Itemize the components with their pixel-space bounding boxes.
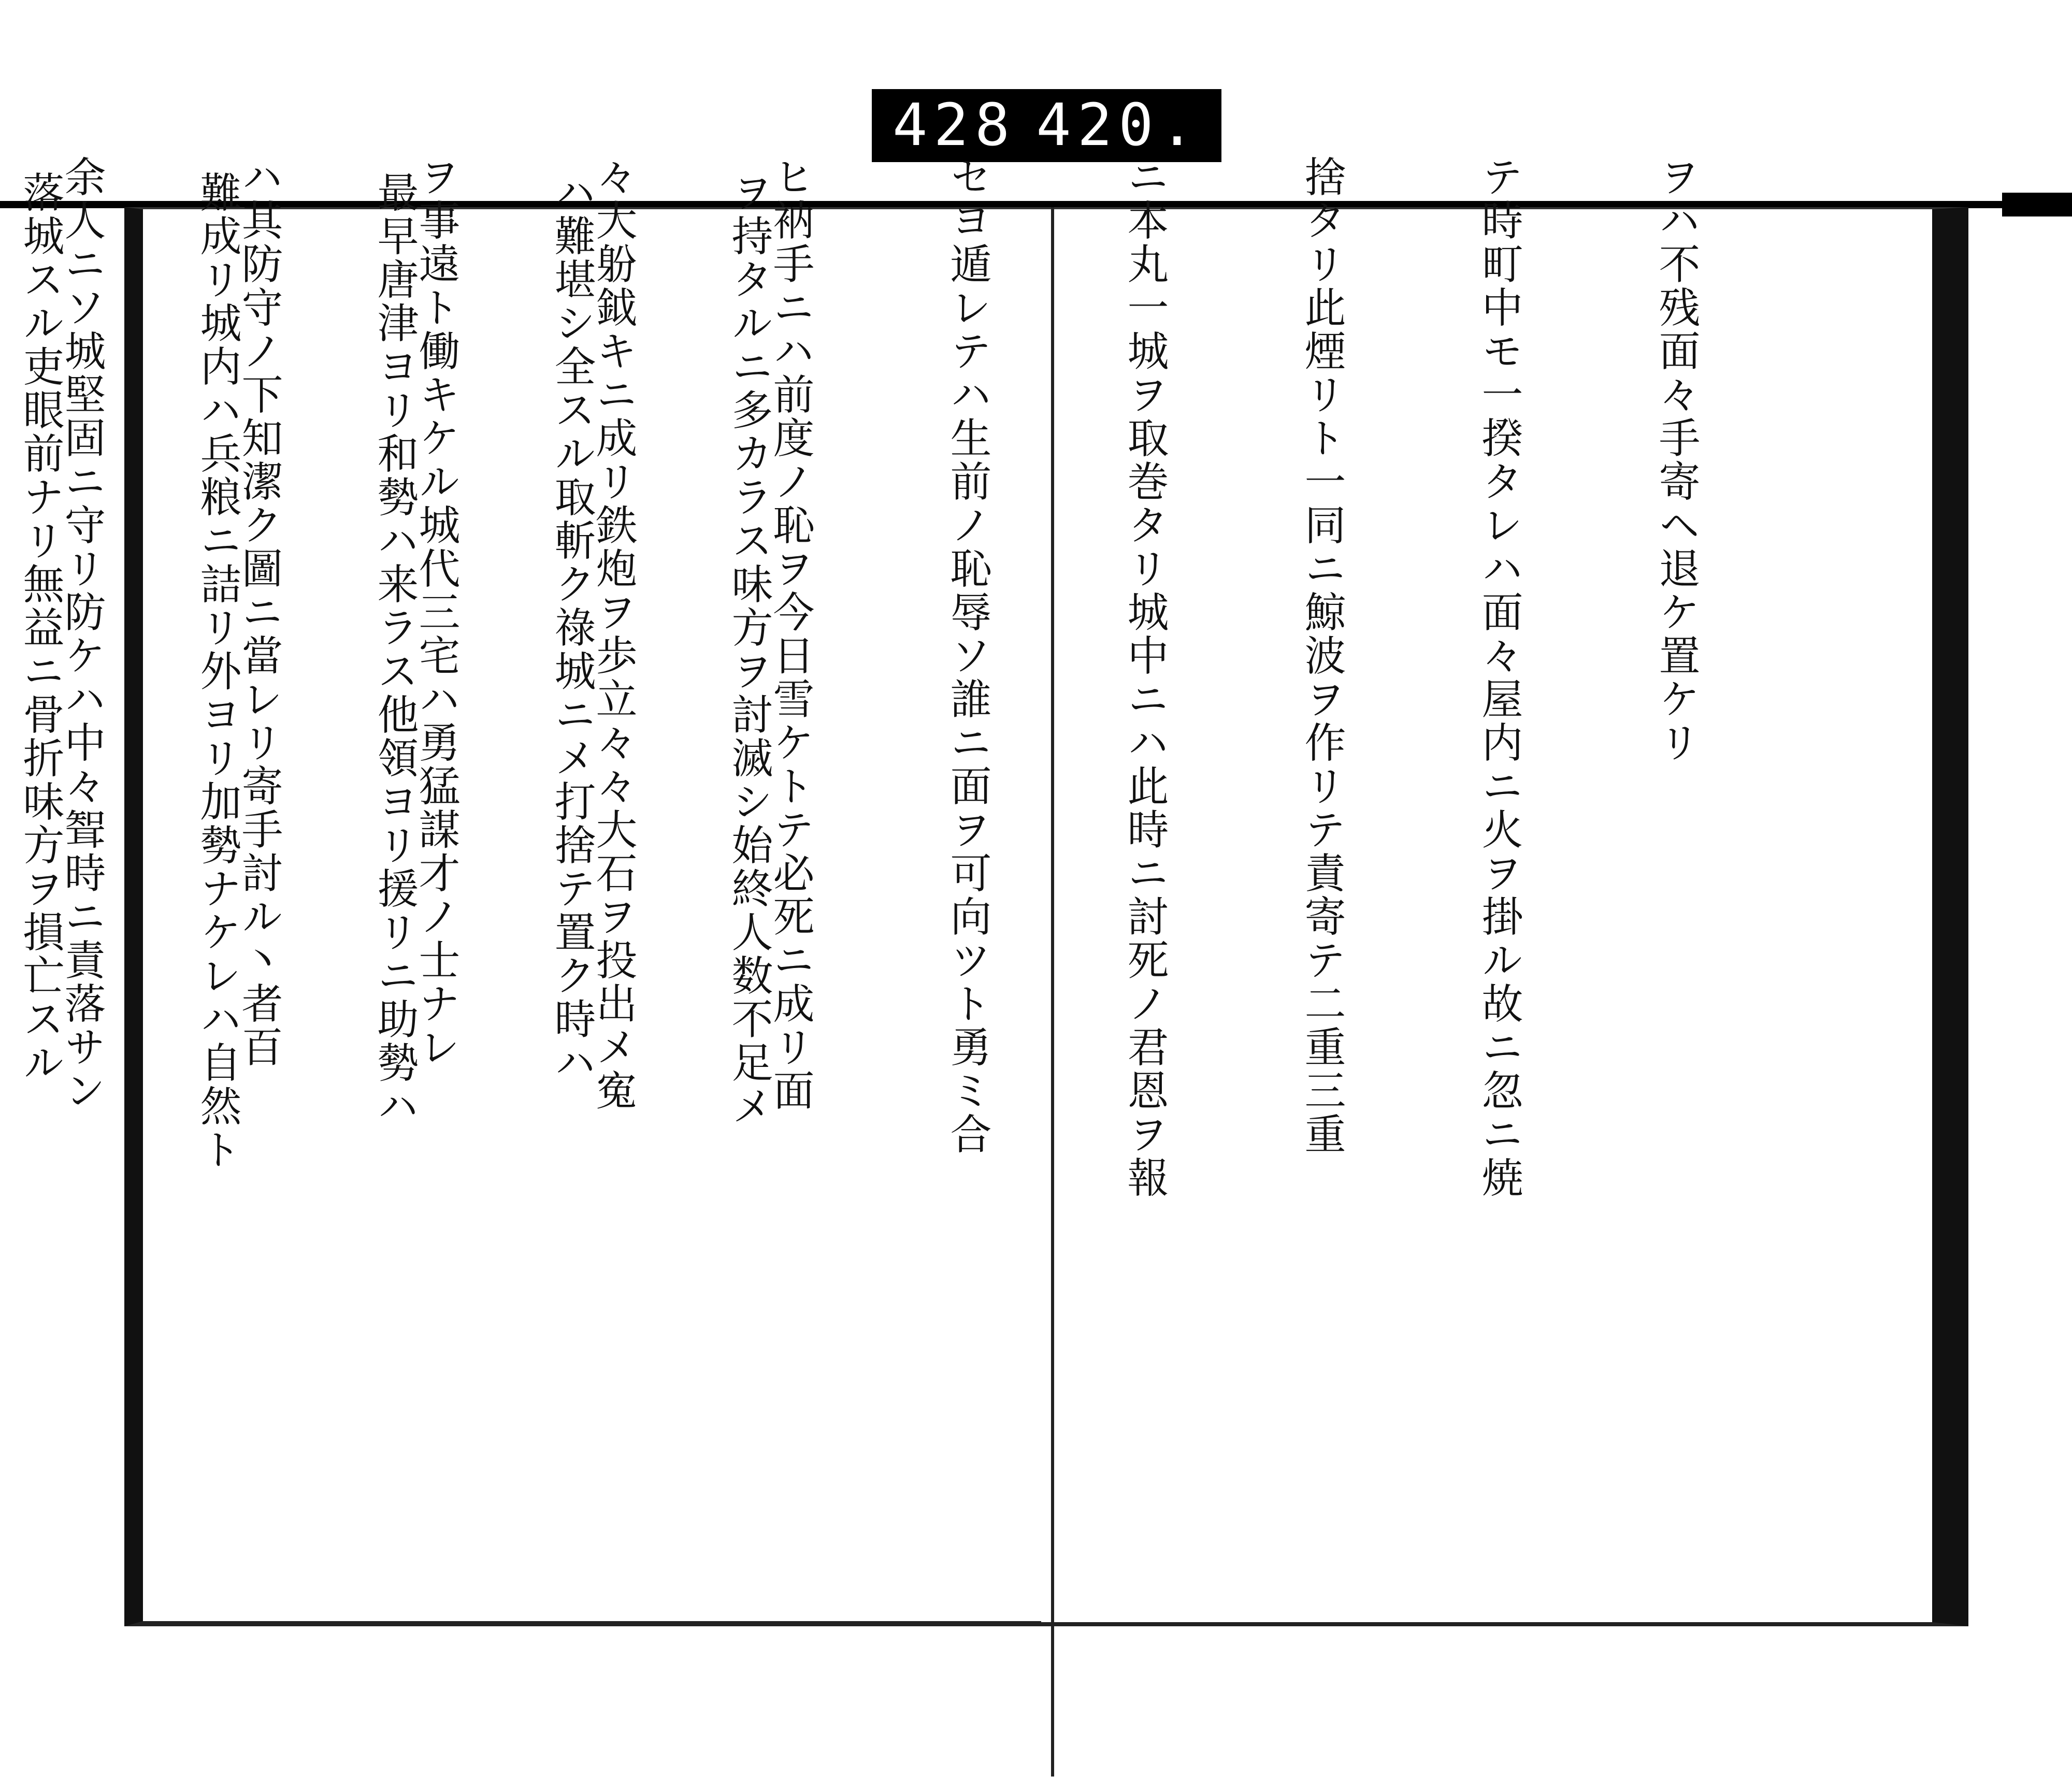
right-page-line: ヒ衲手ニハ前度ノ恥ヲ今日雪ケトテ必死ニ成リ面	[766, 155, 814, 1113]
left-page-line: 最早唐津ヨリ和勢ハ来ラス他領ヨリ援リニ助勢ハ	[370, 171, 419, 1128]
right-page-line: セヨ遁レテハ生前ノ恥辱ソ誰ニ面ヲ可向ツト勇ミ合	[943, 155, 991, 1156]
right-page-line: ニ本丸一城ヲ取巻タリ城中ニハ此時ニ討死ノ君恩ヲ報	[1120, 155, 1169, 1200]
left-page-text	[16, 171, 896, 1378]
frame-number-left: 428	[893, 92, 1016, 159]
top-rule-edge	[2002, 193, 2072, 216]
left-page-line: 難成リ城内ハ兵粮ニ詰リ外ヨリ加勢ナケレハ自然ト	[193, 171, 241, 1172]
right-page-line: ヲハ不残面々手寄ヘ退ケ置ケリ	[1652, 155, 1700, 764]
right-page-line: テ時町中モ一揆タレハ面々屋内ニ火ヲ掛ル故ニ忽ニ焼	[1475, 155, 1523, 1200]
right-page-line: 余人ニソ城堅固ニ守リ防ケハ中々聟時ニ責落サン	[57, 155, 106, 1113]
right-page-line: 々大躮鉞キニ成リ鉄炮ヲ歩立々々大石ヲ投出メ寃	[589, 155, 637, 1113]
frame-number-right: 420.	[1036, 92, 1201, 159]
left-page-line: ヲ持タルニ多カラス味方ヲ討滅シ始終人数不足メ	[725, 171, 773, 1128]
frame-counter	[872, 89, 1221, 162]
right-page-line: ハ其防守ノ下知潔ク圖ニ當レリ寄手討ル丶者百	[235, 155, 283, 1069]
right-page-line: 捨タリ此煙リト一同ニ鯨波ヲ作リテ責寄テ二重三重	[1298, 155, 1346, 1156]
left-page-line: ハ難堪シ全スル取斬ク祿城ニメ打捨テ置ク時ハ	[548, 171, 596, 1085]
right-page-line: ヲ事遠ト働キケル城代三宅ハ勇猛謀才ノ士ナレ	[412, 155, 460, 1069]
left-page-line: 落城スル吏眼前ナリ無益ニ骨折味方ヲ損亡スル	[16, 171, 64, 1085]
